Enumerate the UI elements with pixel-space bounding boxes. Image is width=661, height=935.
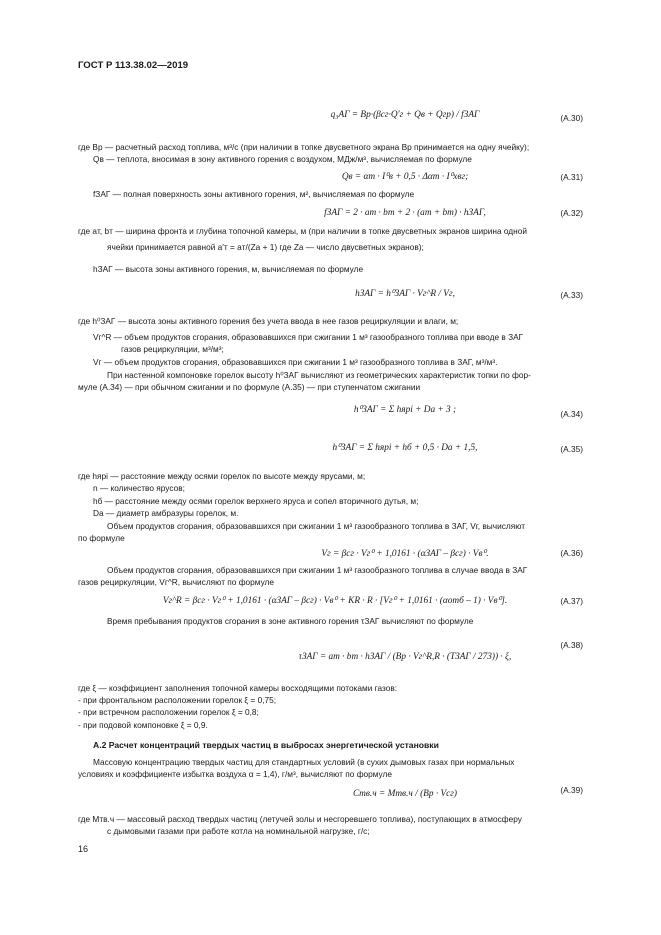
text-line: hб — расстояние между осями горелок верхнего яруса и сопел вторичного дутья, м; <box>93 496 419 506</box>
text-line: Dа — диаметр амбразуры горелок, м. <box>93 508 239 518</box>
formula-a39: Cтв.ч = Mтв.ч / (Bр · Vсг) <box>352 789 458 799</box>
formula-a37: Vг^R = βсг · Vг⁰ + 1,0161 · (αЗАГ – βсг) · Vв⁰ + KR · R · [Vг⁰ + 1,0161 · (αотб – 1) · Vв⁰]. <box>162 596 508 606</box>
text-line: fЗАГ — полная поверхность зоны активного горения, м², вычисляемая по формуле <box>93 189 415 199</box>
text-line: - при встречном расположении горелок ξ = 0,8; <box>78 707 259 717</box>
formula-a33: hЗАГ = h⁰ЗАГ · Vг^R / Vг, <box>355 289 455 299</box>
formula-number: (А.32) <box>560 208 583 218</box>
formula-number: (А.36) <box>560 548 583 558</box>
formula-a34: h⁰ЗАГ = Σ hярi + Dа + 3 ; <box>353 405 457 415</box>
text-line: где Mтв.ч — массовый расход твердых частиц (летучей золы и несгоревшего топлива), поступающих в атмосферу <box>78 814 522 824</box>
formula-a36: Vг = βсг · Vг⁰ + 1,0161 · (αЗАГ – βсг) · Vв⁰. <box>321 549 489 559</box>
text-line: Qв — теплота, вносимая в зону активного горения с воздухом, МДж/м³, вычисляемая по формуле <box>93 154 472 164</box>
text-line: Время пребывания продуктов сгорания в зоне активного горения τЗАГ вычисляют по формуле <box>107 616 474 626</box>
text-line: Vг — объем продуктов сгорания, образовавшихся при сжигании 1 м³ газообразного топлива в ЗАГ, м³/м³. <box>93 357 498 367</box>
formula-number: (А.37) <box>560 596 583 606</box>
text-line: по формуле <box>78 533 125 543</box>
formula-number: (А.38) <box>560 640 583 650</box>
formula-number: (А.39) <box>560 785 583 795</box>
text-line: Объем продуктов сгорания, образовавшихся при сжигании 1 м³ газообразного топлива в ЗАГ, Vг, вычисляют <box>107 521 526 531</box>
formula-a30: q₃АГ = Bр·(βсг·Q′г + Qв + Qгр) / fЗАГ <box>330 110 480 120</box>
text-line: условиях и коэффициенте избытка воздуха α = 1,4), г/м³, вычисляют по формуле <box>78 769 392 779</box>
formula-a31: Qв = αт · I⁰в + 0,5 · Δαт · I⁰хвг; <box>341 172 469 182</box>
text-line: где hярi — расстояние между осями горелок по высоте между ярусами, м; <box>78 471 366 481</box>
text-line: - при подовой компоновке ξ = 0,9. <box>78 720 208 730</box>
text-line: газов рециркуляции, Vг^R, вычисляют по формуле <box>78 577 274 587</box>
text-line: где aт, bт — ширина фронта и глубина топочной камеры, м (при наличии в топке двусветных экранов ширина одной <box>78 226 527 236</box>
text-line: с дымовыми газами при работе котла на номинальной нагрузке, г/с; <box>107 826 370 836</box>
formula-number: (А.33) <box>560 290 583 300</box>
text-line: n — количество ярусов; <box>93 483 185 493</box>
text-line: - при фронтальном расположении горелок ξ = 0,75; <box>78 695 277 705</box>
formula-a32: fЗАГ = 2 · aт · bт + 2 · (aт + bт) · hЗАГ, <box>324 208 486 218</box>
formula-a35: h⁰ЗАГ = Σ hярi + hб + 0,5 · Dа + 1,5, <box>332 443 478 453</box>
text-line: Объем продуктов сгорания, образовавшихся при сжигании 1 м³ газообразного топлива в случае ввода в ЗАГ <box>107 565 528 575</box>
text-line: Массовую концентрацию твердых частиц для стандартных условий (в сухих дымовых газах при нормальных <box>93 757 515 767</box>
formula-number: (А.31) <box>560 172 583 182</box>
text-line: hЗАГ — высота зоны активного горения, м, вычисляемая по формуле <box>93 264 364 274</box>
formula-number: (А.34) <box>560 409 583 419</box>
text-line: Vг^R — объем продуктов сгорания, образовавшихся при сжигании 1 м³ газообразного топлива при вводе в ЗАГ <box>93 332 524 342</box>
text-line: где ξ — коэффициент заполнения топочной камеры восходящими потоками газов: <box>78 683 398 693</box>
text-line: При настенной компоновке горелок высоту h⁰ЗАГ вычисляют из геометрических характеристик топки по фор- <box>107 370 531 380</box>
standard-header: ГОСТ Р 113.38.02—2019 <box>78 60 189 71</box>
text-line: муле (А.34) — при обычном сжигании и по формуле (А.35) — при ступенчатом сжигании <box>78 382 421 392</box>
text-line: где h⁰ЗАГ — высота зоны активного горения без учета ввода в нее газов рециркуляции и влаги, м; <box>78 316 459 326</box>
formula-a38: τЗАГ = aт · bт · hЗАГ / (Bр · Vг^R,R · (TЗАГ / 273)) · ξ, <box>298 652 512 662</box>
page-number: 16 <box>78 844 89 854</box>
formula-number: (А.35) <box>560 444 583 454</box>
section-title: А.2 Расчет концентраций твердых частиц в выбросах энергетической установки <box>93 740 439 750</box>
text-line: где Bр — расчетный расход топлива, м³/с (при наличии в топке двусветного экрана Bр принимается на одну ячейку); <box>78 142 530 152</box>
text-line: газов рециркуляции, м³/м³; <box>121 344 224 354</box>
formula-number: (А.30) <box>560 113 583 123</box>
text-line: ячейки принимается равной a′т = aт/(Zа + 1) где Zа — число двусветных экранов); <box>107 242 424 252</box>
